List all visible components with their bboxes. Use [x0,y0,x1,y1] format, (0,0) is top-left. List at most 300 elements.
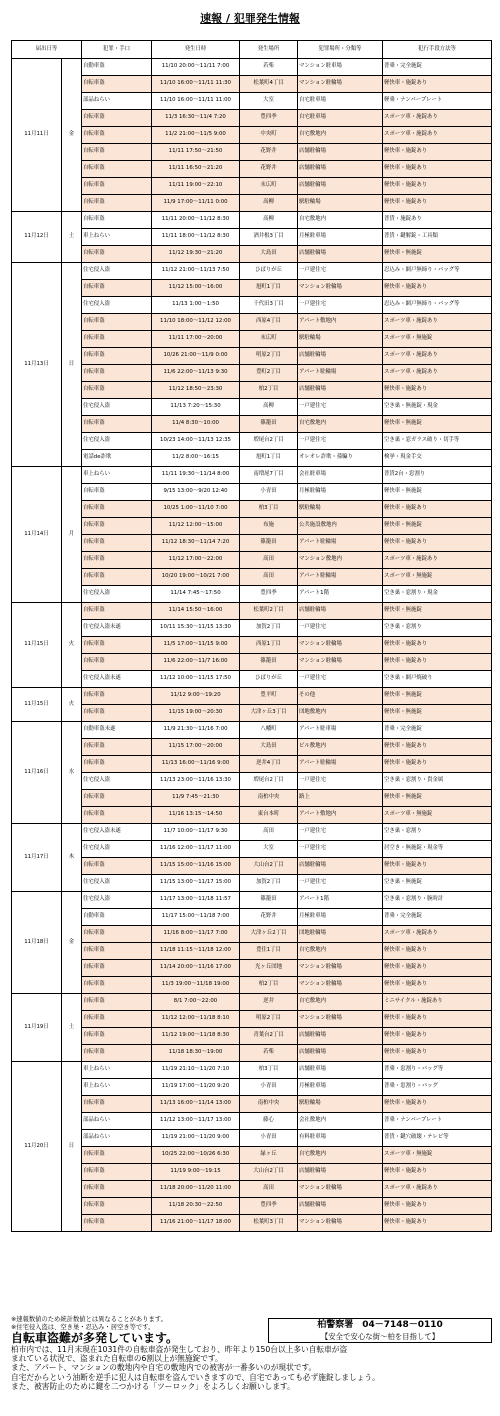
cell-location: 自宅敷地内 [298,943,383,960]
cell-location: 店舗駐輪場 [298,858,383,875]
cell-location: 店舗駐輪場 [298,1045,383,1062]
cell-location: 一戸建住宅 [298,399,383,416]
cell-crime: 住宅侵入盗 [82,875,152,892]
cell-crime: 部品ねらい [82,93,152,110]
cell-method: 軽快車・施錠あり [383,654,492,671]
cell-crime: 自転車盗 [82,161,152,178]
cell-method: 普貨・鍵穴破壊・テレビ等 [383,1130,492,1147]
cell-location: 店舗駐輪場 [298,178,383,195]
group-date: 11月13日 [12,263,62,467]
table-row [12,892,492,909]
table-row [12,586,492,603]
cell-crime: 自転車盗 [82,331,152,348]
police-phone: 柏警察署 04－7148－0110 [317,1320,443,1330]
table-row [12,790,492,807]
cell-place: 柏2丁目 [240,382,298,399]
cell-time: 11/11 17:00～20:00 [152,331,240,348]
table-row [12,195,492,212]
table-row [12,807,492,824]
cell-time: 11/11 20:00～11/12 8:30 [152,212,240,229]
cell-crime: 自転車盗 [82,926,152,943]
cell-place: 南増尾7丁目 [240,467,298,484]
header-time: 発生日時 [152,41,240,59]
cell-crime: 住宅侵入盗 [82,586,152,603]
cell-location: 自宅敷地内 [298,127,383,144]
cell-place: ひばりが丘 [240,263,298,280]
cell-method: 普乗・完全施錠 [383,59,492,76]
cell-crime: 住宅侵入盗 [82,892,152,909]
cell-crime: 自転車盗 [82,110,152,127]
table-row [12,1045,492,1062]
cell-location: 自宅敷地内 [298,212,383,229]
cell-place: 千代田3丁目 [240,297,298,314]
cell-crime: 住宅侵入盗 [82,263,152,280]
cell-time: 11/19 21:00～11/20 9:00 [152,1130,240,1147]
cell-location: 店舗駐輪場 [298,1164,383,1181]
cell-method: 軽快車・施錠あり [383,637,492,654]
cell-method: 空き巣・窓割り [383,620,492,637]
cell-time: 11/19 9:00～19:15 [152,1164,240,1181]
cell-location: 自宅敷地内 [298,1147,383,1164]
cell-method: スポーツ車・施錠あり [383,127,492,144]
cell-location: マンション駐輪場 [298,1215,383,1232]
cell-crime: 自転車盗 [82,246,152,263]
cell-location: 月極駐車場 [298,909,383,926]
cell-place: 高田 [240,552,298,569]
table-row [12,178,492,195]
cell-time: 10/25 1:00～11/10 7:00 [152,501,240,518]
cell-time: 11/12 18:30～11/14 7:20 [152,535,240,552]
cell-place: ひばりが丘 [240,671,298,688]
cell-location: 一戸建住宅 [298,824,383,841]
group-weekday: 木 [62,824,82,892]
table-row [12,263,492,280]
cell-place: 加賀2丁目 [240,875,298,892]
group-weekday: 金 [62,59,82,212]
cell-place: 逆井 [240,994,298,1011]
cell-place: 篠籠田 [240,654,298,671]
cell-method: 軽快車・施錠あり [383,960,492,977]
cell-method: 軽快車・施錠あり [383,161,492,178]
table-row [12,841,492,858]
cell-method: 軽快車・無施錠 [383,416,492,433]
cell-time: 11/10 18:00～11/12 12:00 [152,314,240,331]
cell-location: 駅駐輪場 [298,1096,383,1113]
cell-method: 軽快車・無施錠 [383,688,492,705]
header-report-date: 届出日等 [12,41,82,59]
table-row [12,212,492,229]
cell-method: 軽快車・施錠あり [383,977,492,994]
table-row [12,1181,492,1198]
cell-time: 11/11 18:00～11/12 8:30 [152,229,240,246]
group-date: 11月18日 [12,892,62,994]
cell-crime: 自転車盗 [82,552,152,569]
cell-time: 11/18 20:30～22:50 [152,1198,240,1215]
table-row [12,960,492,977]
cell-crime: 自転車盗 [82,1215,152,1232]
cell-time: 11/16 13:15～14:50 [152,807,240,824]
cell-place: 明原2丁目 [240,1011,298,1028]
cell-time: 11/3 16:30～11/4 7:20 [152,110,240,127]
cell-place: 南柏中央 [240,1096,298,1113]
cell-place: 緑ヶ丘 [240,1147,298,1164]
cell-time: 11/13 16:00～11/14 13:00 [152,1096,240,1113]
cell-location: 自宅駐車場 [298,93,383,110]
cell-method: 空き巣・窓割り・貴金属 [383,773,492,790]
cell-method: スポーツ車・無施錠 [383,807,492,824]
cell-method: 軽快車・施錠あり [383,535,492,552]
footer-body-line: 柏市内では、11月末現在1031件の自転車盗が発生しており、昨年より150台以上多い自転車が盗 [11,1345,348,1354]
cell-location: アパート敷地内 [298,807,383,824]
cell-time: 11/12 15:00～16:00 [152,280,240,297]
cell-place: 旭町1丁目 [240,450,298,467]
footer-body-line: また、被害防止のために鍵を二つかける「ツーロック」をよろしくお願いします。 [11,1381,295,1391]
cell-location: 会社駐車場 [298,467,383,484]
cell-location: アパート1階 [298,586,383,603]
cell-place: 若柴 [240,1045,298,1062]
cell-location: 店舗駐輪場 [298,161,383,178]
cell-crime: 自転車盗 [82,178,152,195]
cell-crime: 部品ねらい [82,1130,152,1147]
cell-place: 藤心 [240,1113,298,1130]
cell-location: 一戸建住宅 [298,671,383,688]
table-row [12,450,492,467]
cell-time: 11/13 7:20～15:30 [152,399,240,416]
cell-method: 軽快車・無施錠 [383,484,492,501]
cell-place: 豊住1丁目 [240,943,298,960]
table-row [12,365,492,382]
cell-crime: 自転車盗 [82,994,152,1011]
table-row [12,501,492,518]
footer-body-line: まれている状況で、盗まれた自転車の6割以上が無施錠です。 [11,1354,223,1364]
table-row [12,161,492,178]
cell-crime: 車上ねらい [82,1062,152,1079]
cell-time: 11/10 16:00～11/11 11:00 [152,93,240,110]
cell-place: 南柏中央 [240,790,298,807]
cell-place: 篠籠田 [240,416,298,433]
cell-time: 11/12 19:30～21:20 [152,246,240,263]
table-row [12,93,492,110]
cell-location: 店舗駐車場 [298,1062,383,1079]
group-weekday: 火 [62,688,82,722]
cell-method: スポーツ車・施錠あり [383,348,492,365]
cell-place: 酒井根3丁目 [240,229,298,246]
cell-crime: 自転車盗 [82,1096,152,1113]
cell-time: 11/11 19:00～22:10 [152,178,240,195]
cell-place: 末広町 [240,331,298,348]
footer-headline: 自転車盗難が多発しています。 [11,1331,179,1345]
cell-method: 普乗・ナンバープレート [383,1113,492,1130]
cell-crime: 住宅侵入盗 [82,433,152,450]
cell-method: 軽快車・施錠あり [383,1215,492,1232]
cell-location: 公共施設敷地内 [298,518,383,535]
group-weekday: 土 [62,212,82,263]
header-method: 犯行手段方法等 [383,41,492,59]
cell-place: 大室 [240,841,298,858]
cell-place: 花野井 [240,909,298,926]
cell-place: 中央町 [240,127,298,144]
cell-crime: 自転車盗 [82,858,152,875]
table-row [12,671,492,688]
cell-time: 11/14 20:00～11/16 17:00 [152,960,240,977]
table-row [12,399,492,416]
table-row [12,127,492,144]
table-row [12,875,492,892]
cell-location: 路上 [298,790,383,807]
cell-place: 大山台2丁目 [240,1164,298,1181]
cell-place: 柏3丁目 [240,1062,298,1079]
cell-location: マンション駐輪場 [298,637,383,654]
cell-time: 11/13 1:00～1:50 [152,297,240,314]
cell-time: 11/16 12:00～11/17 11:00 [152,841,240,858]
table-row [12,518,492,535]
table-row [12,297,492,314]
cell-method: 軽乗・ナンバープレート [383,93,492,110]
cell-time: 11/11 16:50～21:20 [152,161,240,178]
cell-crime: 自転車盗 [82,195,152,212]
cell-crime: 部品ねらい [82,1113,152,1130]
cell-method: スポーツ車・施錠あり [383,314,492,331]
footer-note-burglary: ※住宅侵入盗は、空き巣・忍込み・居空き等です。 [11,1323,155,1331]
cell-time: 11/14 15:50～16:00 [152,603,240,620]
table-row [12,1011,492,1028]
cell-time: 11/4 8:30～10:00 [152,416,240,433]
cell-crime: 車上ねらい [82,1079,152,1096]
cell-location: 団地敷地内 [298,705,383,722]
cell-time: 11/12 21:00～11/13 7:50 [152,263,240,280]
cell-time: 11/7 10:00～11/17 9:30 [152,824,240,841]
cell-time: 9/15 13:00～9/20 12:40 [152,484,240,501]
cell-method: 軽快車・無施錠 [383,518,492,535]
cell-method: スポーツ車・施錠あり [383,365,492,382]
cell-time: 11/13 16:00～11/16 9:00 [152,756,240,773]
cell-time: 11/3 19:00～11/18 19:00 [152,977,240,994]
cell-method: 空き巣・網戸焼破り [383,671,492,688]
cell-location: マンション駐輪場 [298,960,383,977]
cell-crime: 自転車盗 [82,212,152,229]
table-row [12,977,492,994]
cell-time: 11/14 7:45～17:50 [152,586,240,603]
cell-crime: 住宅侵入盗 [82,773,152,790]
cell-place: 大津ヶ丘2丁目 [240,926,298,943]
table-row [12,943,492,960]
cell-place: 小青田 [240,484,298,501]
group-date: 11月19日 [12,994,62,1062]
cell-time: 11/12 12:00～11/18 8:10 [152,1011,240,1028]
cell-method: 軽快車・施錠あり [383,756,492,773]
cell-method: 軽快車・施錠あり [383,76,492,93]
group-weekday: 月 [62,467,82,603]
table-row [12,433,492,450]
cell-method: 普貨2台・窓割り [383,467,492,484]
table-row [12,739,492,756]
cell-place: 加賀2丁目 [240,620,298,637]
cell-method: 普貨・鍵解錠・工具類 [383,229,492,246]
cell-method: 忍込み・網戸無締り・バッグ等 [383,263,492,280]
cell-crime: 自転車盗 [82,1045,152,1062]
cell-time: 11/2 21:00～11/5 9:00 [152,127,240,144]
cell-method: スポーツ車・施錠あり [383,926,492,943]
table-row [12,773,492,790]
table-row [12,382,492,399]
cell-time: 11/12 17:00～22:00 [152,552,240,569]
cell-location: オレオレ詐欺・孫騙り [298,450,383,467]
cell-place: 西原1丁目 [240,637,298,654]
cell-place: 高田 [240,1181,298,1198]
cell-time: 11/18 11:15～11/18 12:00 [152,943,240,960]
cell-method: 検挙・現金手交 [383,450,492,467]
cell-place: 花野井 [240,144,298,161]
cell-method: 軽快車・施錠あり [383,178,492,195]
cell-crime: 自転車盗 [82,76,152,93]
cell-location: 有料駐車場 [298,1130,383,1147]
cell-method: 軽快車・施錠あり [383,501,492,518]
cell-crime: 自転車盗 [82,1028,152,1045]
group-weekday: 金 [62,892,82,994]
cell-crime: 自転車盗 [82,416,152,433]
cell-method: 普乗・窓割り・バッグ等 [383,1062,492,1079]
table-row [12,331,492,348]
cell-time: 11/18 20:00～11/20 11:00 [152,1181,240,1198]
group-date: 11月15日 [12,603,62,688]
cell-crime: 住宅侵入盗 [82,399,152,416]
footer-body-line: 自宅だからという油断を逆手に犯人は自転車を盗んでいきますので、自宅であっても必ず施錠しましょう。 [11,1372,380,1382]
cell-location: アパート1階 [298,892,383,909]
cell-method: 軽快車・施錠あり [383,382,492,399]
cell-time: 11/12 12:00～15:00 [152,518,240,535]
table-row [12,144,492,161]
table-row [12,1130,492,1147]
cell-place: 松葉町2丁目 [240,603,298,620]
cell-location: 一戸建住宅 [298,620,383,637]
cell-crime: 車上ねらい [82,467,152,484]
cell-time: 11/12 19:00～11/18 8:30 [152,1028,240,1045]
table-row [12,280,492,297]
cell-method: 軽快車・施錠あり [383,1011,492,1028]
cell-time: 11/16 21:00～11/17 18:00 [152,1215,240,1232]
cell-time: 11/9 21:30～11/16 7:00 [152,722,240,739]
cell-location: 一戸建住宅 [298,875,383,892]
police-contact-box [268,1318,492,1343]
cell-method: スポーツ車・無施錠 [383,331,492,348]
footer-note-statistics: ※速報数値のため統計数値とは異なることがあります。 [11,1316,167,1323]
cell-crime: 自転車盗 [82,535,152,552]
cell-location: マンション駐輪場 [298,280,383,297]
cell-method: スポーツ車・施錠あり [383,1181,492,1198]
table-row [12,756,492,773]
cell-location: アパート駐輪場 [298,365,383,382]
table-row [12,620,492,637]
crime-table [11,40,492,1232]
cell-crime: 自転車盗 [82,280,152,297]
cell-place: 高柳 [240,399,298,416]
cell-location: マンション駐輪場 [298,1011,383,1028]
cell-method: 軽快車・施錠あり [383,1096,492,1113]
cell-crime: 自転車盗 [82,314,152,331]
cell-crime: 自転車盗 [82,807,152,824]
table-row [12,484,492,501]
cell-method: 軽快車・無施錠 [383,790,492,807]
table-row [12,637,492,654]
cell-location: 月極駐車場 [298,1079,383,1096]
cell-place: 豊四季 [240,586,298,603]
cell-time: 10/11 15:30～11/15 13:30 [152,620,240,637]
cell-time: 11/15 15:00～11/16 15:00 [152,858,240,875]
cell-crime: 自転車盗 [82,1181,152,1198]
table-row [12,1198,492,1215]
cell-method: 空き巣・窓割り・腕時計 [383,892,492,909]
cell-time: 11/10 16:00～11/11 11:30 [152,76,240,93]
cell-time: 11/12 9:00～19:20 [152,688,240,705]
cell-location: アパート駐車場 [298,722,383,739]
cell-crime: 自転車盗 [82,1147,152,1164]
cell-crime: 自転車盗 [82,569,152,586]
cell-location: 自宅敷地内 [298,994,383,1011]
table-row [12,314,492,331]
group-date: 11月15日 [12,688,62,722]
table-row [12,705,492,722]
table-row [12,1079,492,1096]
cell-place: 豊町2丁目 [240,365,298,382]
table-row [12,824,492,841]
cell-time: 10/25 22:00～10/26 6:30 [152,1147,240,1164]
cell-method: 軽快車・無施錠 [383,705,492,722]
cell-place: 高柳 [240,195,298,212]
group-weekday: 日 [62,263,82,467]
cell-location: マンション敷地内 [298,552,383,569]
table-row [12,535,492,552]
group-date: 11月20日 [12,1062,62,1232]
cell-time: 10/26 21:00～11/9 0:00 [152,348,240,365]
footer-body [11,1345,491,1391]
cell-place: 大山台2丁目 [240,858,298,875]
cell-crime: 住宅侵入盗未遂 [82,824,152,841]
cell-place: 光ヶ丘団地 [240,960,298,977]
cell-method: スポーツ車・無施錠 [383,1147,492,1164]
group-date: 11月14日 [12,467,62,603]
cell-location: 店舗駐輪場 [298,348,383,365]
cell-place: 大島田 [240,246,298,263]
cell-place: 松葉町3丁目 [240,1215,298,1232]
cell-place: 大島田 [240,739,298,756]
cell-crime: 住宅侵入盗未遂 [82,671,152,688]
cell-method: 軽快車・施錠あり [383,739,492,756]
cell-place: 大室 [240,93,298,110]
cell-time: 11/15 13:00～11/17 15:00 [152,875,240,892]
table-row [12,467,492,484]
page-title: 速報 / 犯罪発生情報 [200,12,300,25]
cell-location: アパート駐輪場 [298,756,383,773]
cell-time: 11/15 17:00～20:00 [152,739,240,756]
cell-location: 店舗駐輪場 [298,1198,383,1215]
cell-location: 駅駐輪場 [298,195,383,212]
group-weekday: 土 [62,994,82,1062]
cell-place: 柏2丁目 [240,977,298,994]
cell-place: 小青田 [240,1079,298,1096]
cell-method: 空き巣・窓割り・現金 [383,586,492,603]
cell-location: 店舗駐輪場 [298,144,383,161]
cell-method: 軽快車・施錠あり [383,1045,492,1062]
table-row [12,1215,492,1232]
cell-location: マンション駐輪場 [298,1181,383,1198]
cell-crime: 自転車盗 [82,637,152,654]
cell-crime: 自転車盗 [82,518,152,535]
cell-method: 普乗・完全施錠 [383,909,492,926]
cell-crime: 自転車盗 [82,739,152,756]
cell-method: ミニサイクル・施錠あり [383,994,492,1011]
cell-time: 11/11 19:30～11/14 8:00 [152,467,240,484]
cell-place: 柏3丁目 [240,501,298,518]
